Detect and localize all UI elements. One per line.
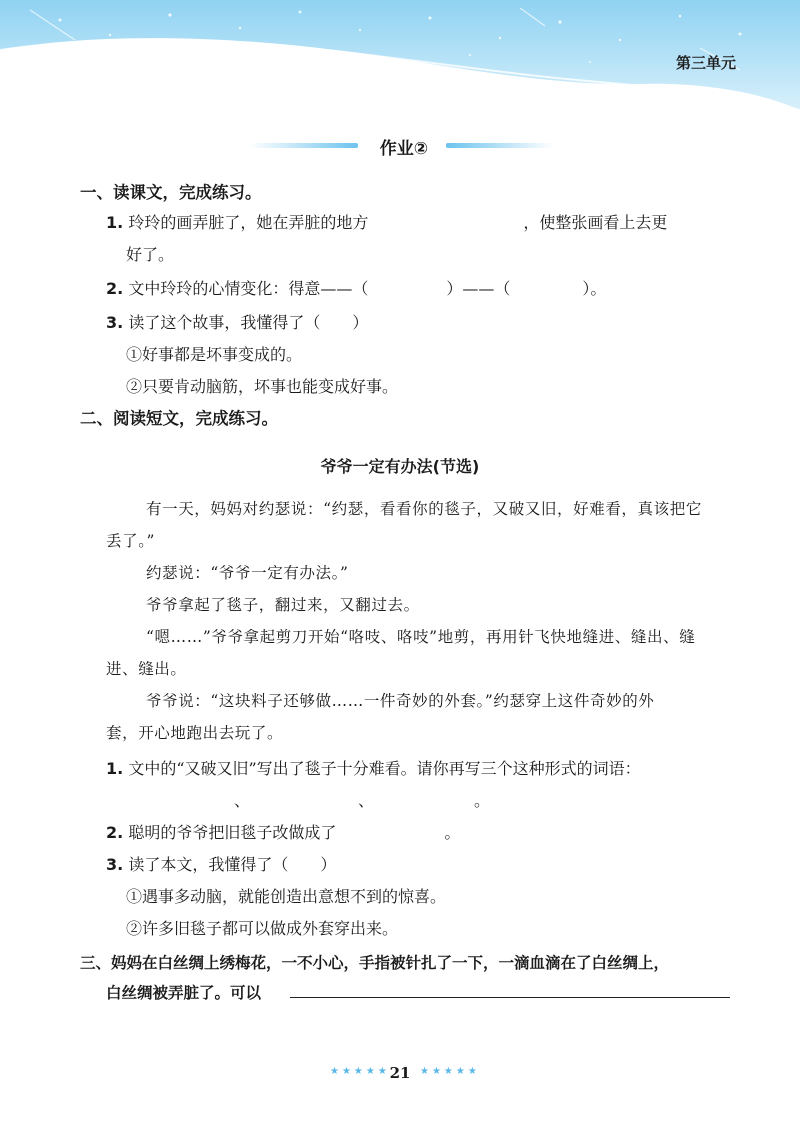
- q-number: 1.: [106, 213, 124, 232]
- unit-label: 第三单元: [675, 54, 736, 72]
- section1-q2: [106, 278, 606, 300]
- q-text: 。: [444, 823, 461, 842]
- q-number: 1.: [106, 759, 124, 778]
- section2-q3: [106, 854, 336, 876]
- section2-heading: 二、阅读短文，完成练习。: [80, 409, 278, 428]
- section2-q2: [106, 822, 460, 844]
- title-decoration-right: [446, 143, 554, 148]
- q-text: 文中玲玲的心情变化：得意——（: [128, 279, 369, 298]
- story-line: 有一天，妈妈对约瑟说：“约瑟，看看你的毯子，又破又旧，好难看，真该把它: [146, 500, 702, 518]
- story-title: 爷爷一定有办法(节选): [320, 457, 480, 476]
- story-line: 约瑟说：“爷爷一定有办法。”: [146, 564, 349, 582]
- section2-q1-blanks: [126, 790, 490, 812]
- q-number: 3.: [106, 855, 124, 874]
- answer-line[interactable]: [290, 997, 730, 998]
- q-text: 读了这个故事，我懂得了（ ）: [128, 313, 369, 332]
- option-2[interactable]: ②许多旧毯子都可以做成外套穿出来。: [126, 919, 399, 938]
- q-text: 聪明的爷爷把旧毯子改做成了: [128, 823, 337, 842]
- story-line: 套，开心地跑出去玩了。: [106, 724, 284, 742]
- page-footer: [0, 1062, 800, 1086]
- section1-q3: [106, 312, 368, 334]
- section1-q1: [106, 212, 667, 234]
- star-decoration-icon: ★★★★★: [420, 1066, 480, 1077]
- story-line: 进、缝出。: [106, 660, 187, 678]
- story-line: “嗯……”爷爷拿起剪刀开始“咯吱、咯吱”地剪，再用针飞快地缝进、缝出、缝: [146, 628, 696, 646]
- story-line: 丢了。”: [106, 532, 156, 550]
- section1-q1-cont: 好了。: [126, 245, 175, 264]
- option-2[interactable]: ②只要肯动脑筋，坏事也能变成好事。: [126, 377, 399, 396]
- star-decoration-icon: ★★★★★: [330, 1066, 390, 1077]
- page-number: 21: [389, 1064, 411, 1082]
- option-1[interactable]: ①遇事多动脑，就能创造出意想不到的惊喜。: [126, 887, 447, 906]
- assignment-title-row: [0, 134, 800, 159]
- separator: 。: [474, 791, 491, 810]
- title-decoration-left: [250, 143, 358, 148]
- q-text: ）——（: [446, 279, 511, 298]
- section3-line2: 白丝绸被弄脏了。可以: [106, 984, 262, 1002]
- q-text: 读了本文，我懂得了（ ）: [128, 855, 337, 874]
- story-line: 爷爷拿起了毯子，翻过来，又翻过去。: [146, 596, 420, 614]
- q-text: ）。: [582, 279, 607, 298]
- q-number: 3.: [106, 313, 124, 332]
- section1-heading: 一、读课文，完成练习。: [80, 183, 262, 202]
- section2-q1: [106, 758, 641, 780]
- assignment-title: 作业②: [379, 139, 429, 159]
- section3-line1: 三、妈妈在白丝绸上绣梅花，一不小心，手指被针扎了一下，一滴血滴在了白丝绸上，: [80, 954, 670, 972]
- q-text: ，使整张画看上去更: [523, 213, 668, 232]
- story-line: 爷爷说：“这块料子还够做……一件奇妙的外套。”约瑟穿上这件奇妙的外: [146, 692, 655, 710]
- q-number: 2.: [106, 279, 124, 298]
- q-text: 文中的“又破又旧”写出了毯子十分难看。请你再写三个这种形式的词语：: [128, 759, 641, 778]
- q-number: 2.: [106, 823, 124, 842]
- q-text: 玲玲的画弄脏了，她在弄脏的地方: [128, 213, 369, 232]
- separator: 、: [358, 791, 375, 810]
- separator: 、: [234, 791, 251, 810]
- option-1[interactable]: ①好事都是坏事变成的。: [126, 345, 303, 364]
